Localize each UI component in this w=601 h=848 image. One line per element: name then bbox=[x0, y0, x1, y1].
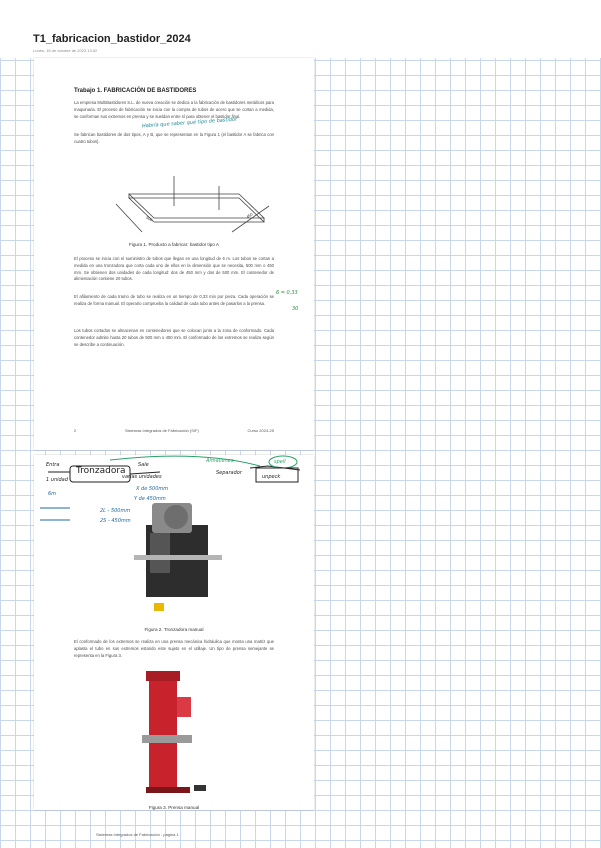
footer-year: Curso 2024-25 bbox=[247, 428, 274, 433]
paragraph-timing: El afilamiento de cada tramo de tubo se realiza en un tiempo de 0,33 min por pieza. Cada operación se realiza de forma manual. El operario comprueba la calidad de cada tubo antes de pasarlos a la prensa. bbox=[74, 294, 274, 306]
assignment-heading: Trabajo 1. FABRICACIÓN DE BASTIDORES bbox=[74, 88, 197, 94]
hw-x500: X de 500mm bbox=[136, 486, 169, 492]
paragraph-types: Se fabrican bastidores de dos tipos, A y B, que se representan en la Figura 1 (el bastidor A se fabrica con cuatro tubos). bbox=[74, 132, 274, 144]
hw-sale: Sale bbox=[138, 462, 149, 468]
document-page-1 bbox=[34, 58, 314, 450]
dimension-a: 500 bbox=[145, 214, 154, 223]
arrow-to-separator bbox=[110, 456, 260, 466]
page-number: 2 bbox=[74, 428, 77, 433]
hw-separador: Separador bbox=[216, 470, 242, 476]
hw-tronzadora: Tronzadora bbox=[76, 466, 126, 476]
paragraph-press: El conformado de los extremos se realiza en una prensa mecánica hidráulica que monta una matriz que aplasta el tubo en sus extremos estando este sujeto en el utillaje. Un tipo de prensa semejante se representa en la Figura 3. bbox=[74, 639, 274, 658]
bottom-page-label: Sistemas Integrados de Fabricación - página 1 bbox=[96, 832, 179, 837]
hw-varias: varias unidades bbox=[122, 474, 162, 480]
frame-diagram bbox=[34, 146, 314, 256]
hw-y450: Y de 450mm bbox=[134, 496, 166, 502]
note-date: Lunes, 16 de octubre de 2023 13:02 bbox=[33, 48, 98, 53]
prensa-image bbox=[34, 667, 314, 807]
hw-almacen: Almacenes bbox=[206, 458, 234, 464]
figure-3-caption: Figura 3. Prensa manual bbox=[148, 805, 200, 810]
dim-line-b bbox=[232, 206, 269, 232]
hw-entra: Entra bbox=[46, 462, 60, 468]
note-title[interactable]: T1_fabricacion_bastidor_2024 bbox=[33, 33, 191, 45]
dimension-b: 450 bbox=[245, 211, 254, 220]
hw-unidad: 1 unidad bbox=[46, 477, 68, 483]
figure-1-caption: Figura 1. Producto a fabricar: bastidor tipo A bbox=[129, 242, 219, 247]
footer-course: Sistemas Integrados de Fabricación (SIF) bbox=[124, 428, 199, 433]
handwritten-calc-bottom: 30 bbox=[292, 306, 299, 312]
handwritten-flow-diagram bbox=[0, 450, 601, 530]
hw-d450: 2S - 450mm bbox=[100, 518, 131, 524]
hw-d500: 2L - 500mm bbox=[100, 508, 131, 514]
hw-unpeck: unpeck bbox=[262, 474, 281, 480]
paragraph-process: El proceso se inicia con el suministro de tubos que llegan en una longitud de 6 m. Los tubos se cortan a medida en una tronzadora que corta cada uno de ellos en la dimensión que se necesita, 500 mm o 450 mm. Se obtienen dos unidades de cada longitud: dos de 450 mm y dos de 500 mm. El contenedor de alimentación contiene 20 tubos. bbox=[74, 256, 274, 282]
paragraph-intro: La empresa MultiBastidores S.L. de nueva creación se dedica a la fabricación de bastidores metálicos para maquinaria. El proceso de fabricación se inicia con la compra de tubos de acero que se cortan a medida, se conforman sus extremos en prensa y se sueldan entre sí para obtener el bastidor final. bbox=[74, 100, 274, 119]
hw-spell: spell bbox=[274, 459, 286, 465]
dim-line-a bbox=[116, 204, 142, 232]
hw-6m: 6m bbox=[48, 491, 57, 497]
paragraph-containers: Los tubos cortados se almacenan en contenedores que se colocan junto a la zona de conformado. Cada contenedor admite hasta 20 tubos de 500 mm o 450 mm. El conformado de los extremos se realiza según se describe a continuación. bbox=[74, 328, 274, 347]
figure-2-caption: Figura 2. Tronzadora manual bbox=[144, 627, 204, 632]
handwritten-calc-top: 6 = 0,33 bbox=[276, 290, 298, 296]
page-footer bbox=[74, 428, 274, 433]
handwritten-margin-note: Habría que saber qué tipo de bastidor bbox=[141, 116, 238, 130]
